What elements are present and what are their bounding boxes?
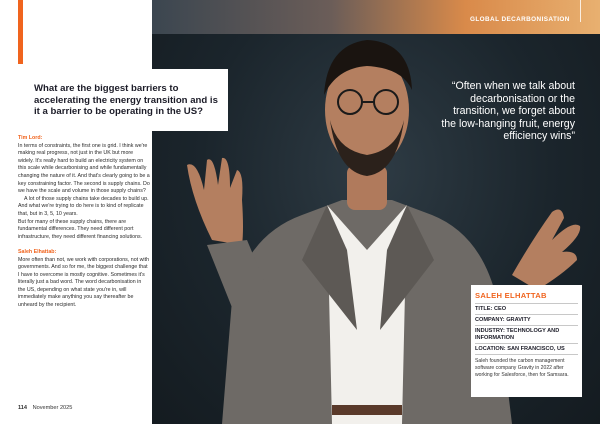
page-footer bbox=[18, 405, 72, 411]
pull-quote: “Often when we talk about decarbonisation or the transition, we forget about the low-hanging fruit, energy efficiency wins” bbox=[441, 80, 575, 142]
paragraph-3: But for many of these supply chains, there are fundamental differences. They need different port infrastructure, they need different financing solutions. bbox=[18, 218, 143, 240]
profile-location-row bbox=[475, 343, 578, 354]
title-value: CEO bbox=[493, 306, 507, 312]
company-label: COMPANY: bbox=[475, 317, 505, 324]
paragraph-1: In terms of constraints, the first one is grid. I think we're making real progress, not just in the UK but more widely. It's really hard to build an electricity system on this scale while decarbonising and while fundamentally changing the nature of it. And that's clearly going to be a key constraining factor. The second is supply chains. Do we have the scale and volume in those supply chains? bbox=[18, 142, 150, 195]
question-box bbox=[28, 69, 228, 131]
speaker-tim-lord: Tim Lord: bbox=[18, 135, 43, 141]
profile-title-row bbox=[475, 303, 578, 314]
section-divider bbox=[580, 0, 581, 22]
speaker-saleh-elhattab: Saleh Elhattab: bbox=[18, 248, 57, 255]
paragraph-4: More often than not, we work with corporations, not with governments. And so for me, the biggest challenge that I have to overcome is mostly cognitive. Sometimes it's literally just a bad word. The word decarbonisation in the US, depending on what state you're in, will immediately make anything you say thereafter be unheard by the recipient. bbox=[18, 256, 150, 309]
section-tag: GLOBAL DECARBONISATION bbox=[470, 16, 570, 23]
profile-bio: Saleh founded the carbon management software company Gravity in 2022 after working for Salesforce, then for Samsara. bbox=[475, 354, 578, 379]
company-value: GRAVITY bbox=[506, 317, 531, 324]
industry-label: INDUSTRY: bbox=[475, 328, 505, 335]
title-label: TITLE: bbox=[475, 306, 493, 312]
profile-card bbox=[471, 285, 582, 397]
page-number: 114 bbox=[18, 405, 28, 411]
issue-date: November 2025 bbox=[32, 405, 73, 411]
interview-body bbox=[18, 135, 150, 310]
industry-value: TECHNOLOGY AND INFORMATION bbox=[475, 328, 560, 341]
paragraph-2: A lot of those supply chains take decades to build up. And what we're trying to do here is to kind of replicate that, but in 3, 5, 10 years. bbox=[18, 195, 149, 217]
location-value: SAN FRANCISCO, US bbox=[507, 345, 565, 352]
location-label: LOCATION: bbox=[475, 345, 506, 352]
profile-company-row bbox=[475, 314, 578, 325]
profile-industry-row bbox=[475, 325, 578, 343]
accent-bar bbox=[18, 0, 23, 64]
profile-name: SALEH ELHATTAB bbox=[475, 291, 547, 300]
question-heading: What are the biggest barriers to accelerating the energy transition and is it a barrier to be operating in the US? bbox=[34, 83, 218, 118]
